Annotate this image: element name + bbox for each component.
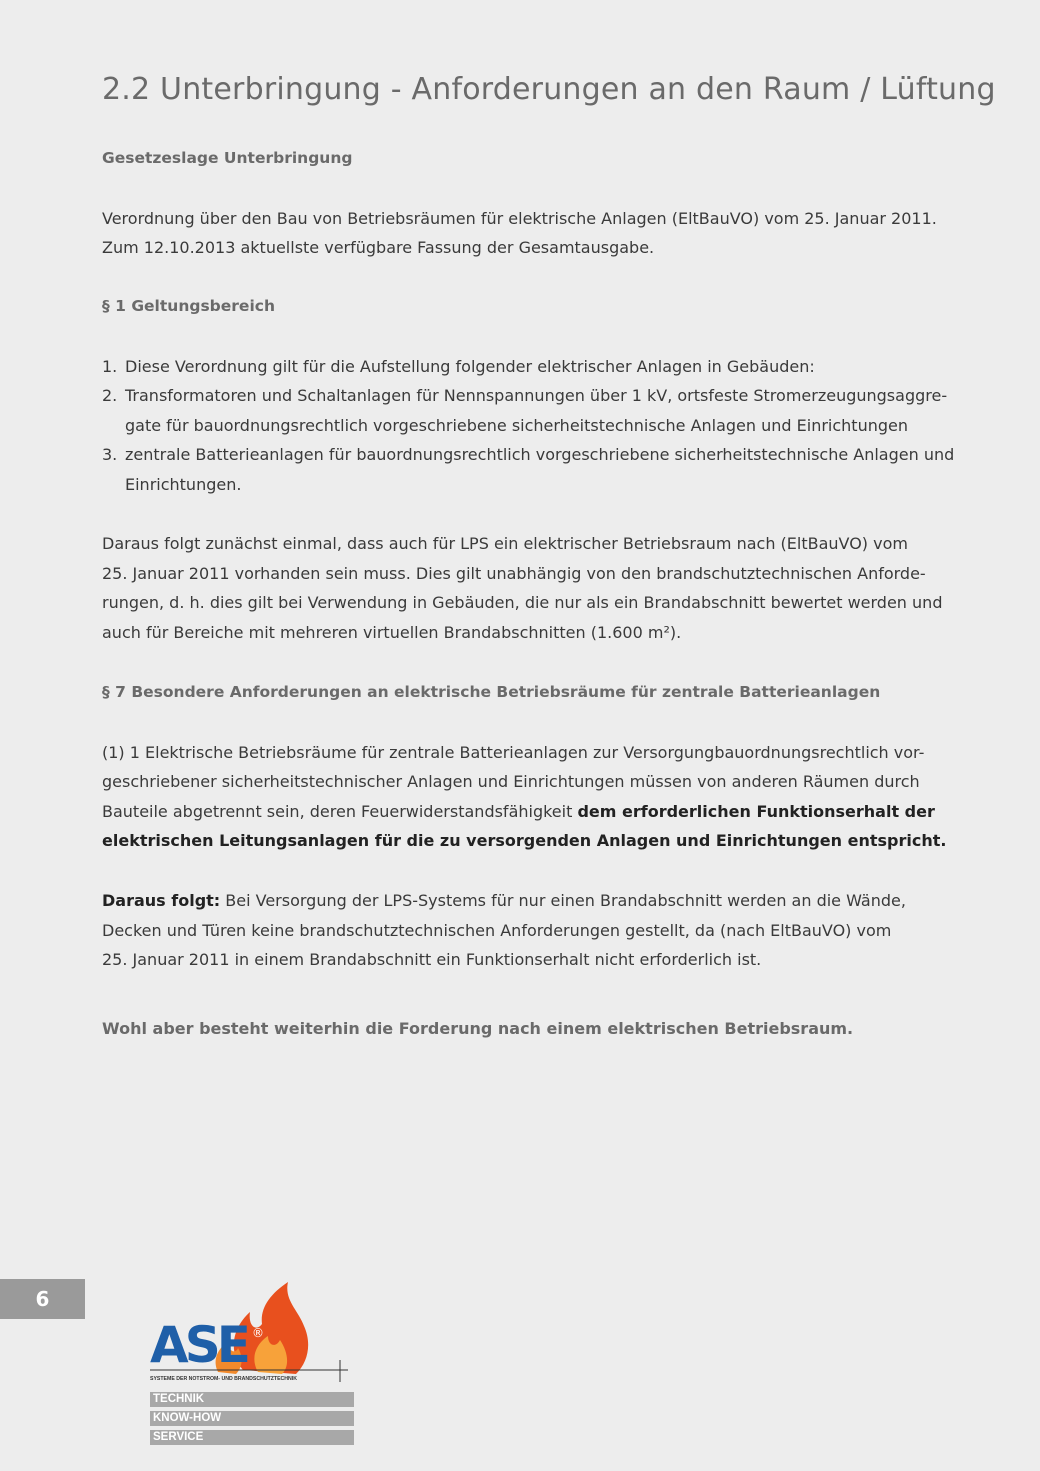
section-legal-basis	[102, 144, 982, 263]
section-heading: § 7 Besondere Anforderungen an elektrische Betriebsräume für zentrale Batterieanlagen	[102, 683, 881, 701]
closing-statement: Wohl aber besteht weiterhin die Forderung nach einem elektrischen Betriebsraum.	[102, 1019, 854, 1038]
text-line: 25. Januar 2011 in einem Brandabschnitt ein Funktionserhalt nicht erforderlich ist.	[102, 950, 762, 969]
bold-text: dem erforderlichen Funktionserhalt der	[577, 801, 935, 821]
text-line	[102, 797, 982, 827]
text-line: Decken und Türen keine brandschutztechnischen Anforderungen gestellt, da (nach EltBauVO) vom	[102, 920, 892, 940]
list-item	[102, 440, 982, 499]
logo-bar-know-how: KNOW-HOW	[150, 1411, 354, 1426]
text-line: Verordnung über den Bau von Betriebsräumen für elektrische Anlagen (EltBauVO) vom 25. Januar 2011.	[102, 208, 937, 228]
text-span: Bauteile abgetrennt sein, deren Feuerwiderstandsfähigkeit	[102, 801, 578, 821]
text-line: geschriebener sicherheitstechnischer Anlagen und Einrichtungen müssen von anderen Räumen durch	[102, 772, 920, 791]
text-line: rungen, d. h. dies gilt bei Verwendung in Gebäuden, die nur als ein Brandabschnitt bewertet werden und	[102, 593, 943, 612]
text-line: 25. Januar 2011 vorhanden sein muss. Dies gilt unabhängig von den brandschutztechnischen Anforde-	[102, 563, 926, 583]
paragraph	[102, 529, 982, 647]
text-span: Bei Versorgung der LPS-Systems für nur einen Brandabschnitt werden an die Wände,	[220, 891, 906, 910]
text-line: Einrichtungen.	[125, 474, 242, 494]
list-number: 3.	[102, 445, 118, 464]
list-item	[102, 352, 982, 382]
bold-lead: Daraus folgt:	[102, 891, 221, 910]
logo-bar-service: SERVICE	[150, 1430, 354, 1445]
list-number: 1.	[102, 356, 118, 376]
logo-tagline: SYSTEME DER NOTSTROM- UND BRANDSCHUTZTECHNIK	[150, 1376, 297, 1382]
section-heading: Gesetzeslage Unterbringung	[102, 149, 353, 167]
section-conclusion	[102, 886, 982, 975]
text-line: Daraus folgt zunächst einmal, dass auch für LPS ein elektrischer Betriebsraum nach (EltBauVO) vom	[102, 534, 908, 553]
list-item	[102, 381, 982, 440]
text-line: Zum 12.10.2013 aktuellste verfügbare Fassung der Gesamtausgabe.	[102, 238, 655, 257]
paragraph	[102, 204, 982, 263]
text-line	[102, 886, 982, 916]
logo-bar-technik: TECHNIK	[150, 1392, 354, 1407]
text-line: zentrale Batterieanlagen für bauordnungsrechtlich vorgeschriebene sicherheitstechnische Anlagen und	[125, 445, 955, 464]
text-line: auch für Bereiche mit mehreren virtuellen Brandabschnitten (1.600 m²).	[102, 622, 682, 642]
text-line: gate für bauordnungsrechtlich vorgeschriebene sicherheitstechnische Anlagen und Einrichtungen	[125, 415, 908, 435]
section-heading: § 1 Geltungsbereich	[102, 297, 275, 315]
logo-wordmark	[150, 1316, 247, 1374]
text-line: Transformatoren und Schaltanlagen für Nennspannungen über 1 kV, ortsfeste Stromerzeugungsaggre-	[125, 386, 948, 405]
section-requirements	[102, 678, 982, 856]
numbered-list	[102, 352, 982, 500]
section-scope	[102, 292, 982, 647]
text-line: Diese Verordnung gilt für die Aufstellung folgender elektrischer Anlagen in Gebäuden:	[125, 356, 815, 376]
page-number: 6	[0, 1279, 85, 1319]
paragraph	[102, 738, 982, 856]
page-title: 2.2 Unterbringung - Anforderungen an den Raum / Lüftung	[102, 72, 996, 107]
registered-mark: ®	[252, 1326, 264, 1340]
text-line: (1) 1 Elektrische Betriebsräume für zentrale Batterieanlagen zur Versorgungbauordnungsrechtlich vor-	[102, 742, 925, 762]
list-number: 2.	[102, 386, 118, 405]
logo-text: ASE	[150, 1316, 247, 1374]
bold-text: elektrischen Leitungsanlagen für die zu versorgenden Anlagen und Einrichtungen entspricht.	[102, 831, 947, 850]
ase-logo	[148, 1282, 358, 1450]
